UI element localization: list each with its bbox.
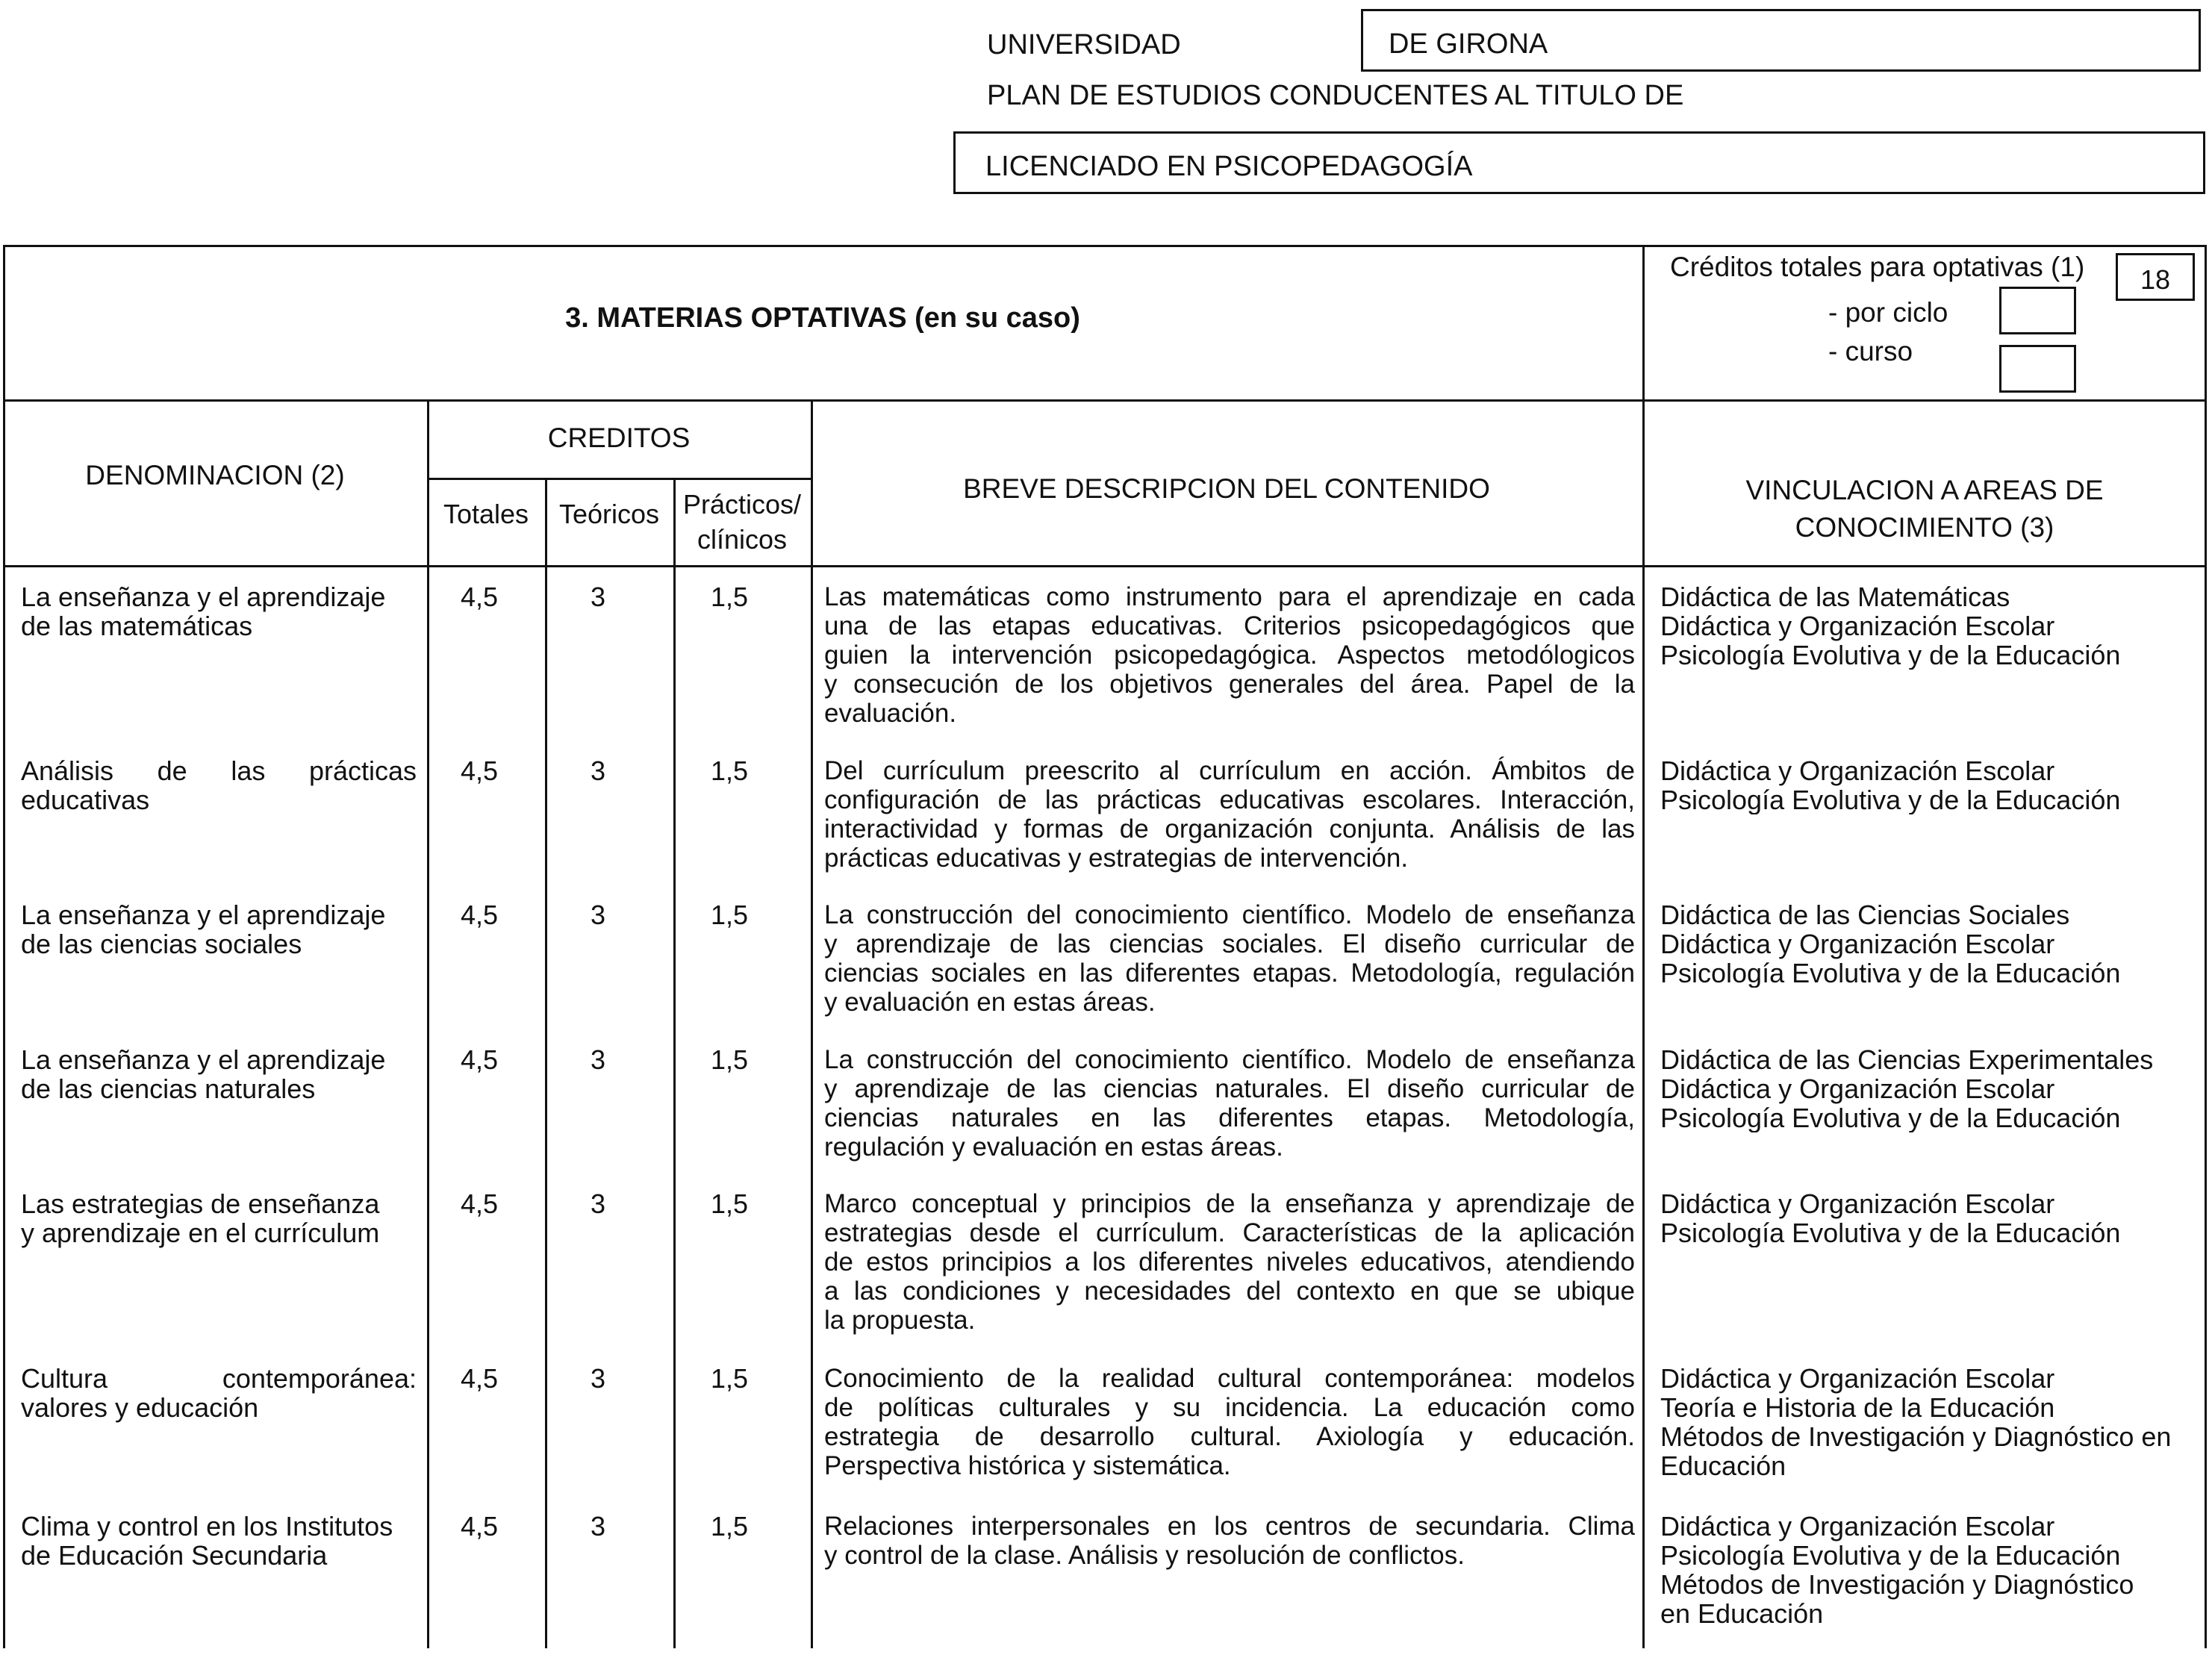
row-areas [1660, 582, 2205, 670]
col-header-creditos: CREDITOS [547, 423, 691, 453]
row-description-line: La construcción del conocimiento científico. Modelo de enseñanza [824, 900, 1635, 929]
row-area-line: Didáctica de las Ciencias Sociales [1660, 900, 2070, 930]
row-description-line: Del currículum preescrito al currículum en acción. Ámbitos de [824, 756, 1635, 785]
row-areas [1660, 900, 2205, 988]
university-field [1361, 9, 2201, 72]
row-area-line: Didáctica y Organización Escolar [1660, 756, 2055, 786]
row-teoricos: 3 [590, 1511, 606, 1542]
credits-total-box [2116, 253, 2195, 301]
row-area-line: Didáctica y Organización Escolar [1660, 929, 2055, 959]
row-practicos: 1,5 [710, 1044, 749, 1075]
row-description-line: configuración de las prácticas educativas escolares. Interacción, [824, 785, 1635, 814]
row-description [824, 1045, 1635, 1162]
row-description [824, 756, 1635, 873]
row-areas [1660, 1512, 2205, 1628]
row-practicos: 1,5 [710, 1188, 749, 1219]
row-description-line: y aprendizaje de las ciencias naturales. El diseño curricular de [824, 1074, 1635, 1103]
row-area-line: Didáctica y Organización Escolar [1660, 1512, 2055, 1542]
row-description [824, 1364, 1635, 1480]
row-description-line: Marco conceptual y principios de la enseñanza y aprendizaje de [824, 1189, 1635, 1218]
row-area-line: Didáctica y Organización Escolar [1660, 1189, 2055, 1219]
curso-box [1999, 345, 2076, 393]
row-name [21, 582, 417, 641]
row-practicos: 1,5 [710, 900, 749, 930]
row-description-line: ciencias naturales en las diferentes etapas. Metodología, [824, 1103, 1635, 1132]
row-name-line: y aprendizaje en el currículum [21, 1218, 380, 1248]
row-areas [1660, 756, 2205, 814]
col-header-denominacion: DENOMINACION (2) [85, 460, 345, 490]
row-teoricos: 3 [590, 1363, 606, 1394]
row-totales: 4,5 [460, 582, 499, 612]
row-name [21, 1189, 417, 1247]
row-name-line: de Educación Secundaria [21, 1540, 328, 1571]
row-teoricos: 3 [590, 582, 606, 612]
row-description-line: y aprendizaje de las ciencias sociales. El diseño curricular de [824, 929, 1635, 959]
curso-label: - curso [1828, 336, 1913, 367]
row-area-line: Psicología Evolutiva y de la Educación [1660, 640, 2121, 670]
row-area-line: Didáctica de las Ciencias Experimentales [1660, 1045, 2154, 1075]
row-area-line: Psicología Evolutiva y de la Educación [1660, 1540, 2121, 1571]
row-area-line: Teoría e Historia de la Educación [1660, 1392, 2055, 1423]
row-practicos: 1,5 [710, 1511, 749, 1542]
row-description [824, 1189, 1635, 1335]
row-totales: 4,5 [460, 900, 499, 930]
row-name-line: Las estrategias de enseñanza [21, 1188, 380, 1219]
col-divider-areas [1642, 245, 1645, 1648]
header-divider [3, 565, 2207, 567]
creditos-divider [427, 478, 811, 480]
row-name-line: Análisis de las prácticas [21, 755, 417, 786]
col-header-vinculacion-line1: VINCULACION A AREAS DE [1745, 475, 2104, 505]
row-description-line: Relaciones interpersonales en los centros de secundaria. Clima [824, 1512, 1635, 1541]
col-header-practicos-line1: Prácticos/ [682, 489, 802, 520]
col-header-practicos [673, 487, 811, 557]
por-ciclo-box [1999, 287, 2076, 334]
row-totales: 4,5 [460, 1363, 499, 1394]
row-totales: 4,5 [460, 1511, 499, 1542]
row-area-line: Psicología Evolutiva y de la Educación [1660, 785, 2121, 814]
col-header-vinculacion [1642, 472, 2207, 546]
credits-total-value: 18 [2140, 264, 2171, 295]
university-label: UNIVERSIDAD [987, 29, 1181, 60]
row-name-line: Cultura contemporánea: [21, 1363, 417, 1394]
row-name-line: La enseñanza y el aprendizaje [21, 900, 386, 930]
row-name-line: de las matemáticas [21, 611, 253, 641]
row-description-line: guien la intervención psicopedagógica. Aspectos metodólogicos [824, 641, 1635, 670]
row-area-line: Métodos de Investigación y Diagnóstico [1660, 1569, 2134, 1600]
col-header-descripcion: BREVE DESCRIPCION DEL CONTENIDO [963, 473, 1490, 504]
credits-total-label: Créditos totales para optativas (1) [1670, 252, 2085, 282]
col-header-teoricos: Teóricos [558, 499, 660, 529]
col-header-practicos-line2: clínicos [697, 524, 788, 555]
row-areas [1660, 1189, 2205, 1247]
row-area-line: en Educación [1660, 1598, 1824, 1628]
row-area-line: Psicología Evolutiva y de la Educación [1660, 1218, 2121, 1247]
row-totales: 4,5 [460, 1188, 499, 1219]
row-name-line: educativas [21, 785, 150, 815]
row-teoricos: 3 [590, 900, 606, 930]
row-description-line: La construcción del conocimiento científico. Modelo de enseñanza [824, 1045, 1635, 1074]
university-value: DE GIRONA [1389, 28, 1548, 60]
row-totales: 4,5 [460, 1044, 499, 1075]
row-description-line: regulación y evaluación en estas áreas. [824, 1132, 1283, 1162]
row-description-line: y evaluación en estas áreas. [824, 988, 1156, 1017]
row-teoricos: 3 [590, 1188, 606, 1219]
row-name-line: La enseñanza y el aprendizaje [21, 1044, 386, 1075]
por-ciclo-label: - por ciclo [1828, 297, 1948, 328]
row-description-line: de estos principios a los diferentes niveles educativos, atendiendo [824, 1247, 1635, 1277]
row-area-line: Didáctica de las Matemáticas [1660, 582, 2010, 612]
row-description-line: Perspectiva histórica y sistemática. [824, 1451, 1231, 1480]
title-divider [3, 399, 2207, 402]
row-description-line: Conocimiento de la realidad cultural contemporánea: modelos [824, 1364, 1635, 1393]
row-description-line: estrategia de desarrollo cultural. Axiología y educación. [824, 1422, 1635, 1451]
row-description-line: la propuesta. [824, 1306, 976, 1335]
row-areas [1660, 1045, 2205, 1132]
row-description-line: ciencias sociales en las diferentes etapas. Metodología, regulación [824, 959, 1635, 988]
degree-value: LICENCIADO EN PSICOPEDAGOGÍA [985, 151, 1473, 182]
row-description-line: evaluación. [824, 699, 957, 728]
row-area-line: Psicología Evolutiva y de la Educación [1660, 958, 2121, 988]
row-name-line: de las ciencias sociales [21, 929, 302, 959]
plan-label: PLAN DE ESTUDIOS CONDUCENTES AL TITULO DE [987, 80, 1684, 111]
row-area-line: Didáctica y Organización Escolar [1660, 1364, 2055, 1394]
row-name-line: valores y educación [21, 1392, 259, 1423]
row-practicos: 1,5 [710, 582, 749, 612]
row-area-line: Educación [1660, 1450, 1786, 1480]
row-description-line: Las matemáticas como instrumento para el aprendizaje en cada [824, 582, 1635, 611]
row-name [21, 1364, 417, 1422]
row-area-line: Psicología Evolutiva y de la Educación [1660, 1103, 2121, 1132]
col-header-totales: Totales [443, 499, 529, 529]
row-name-line: de las ciencias naturales [21, 1073, 316, 1104]
row-description-line: y control de la clase. Análisis y resolución de conflictos. [824, 1541, 1465, 1570]
col-header-vinculacion-line2: CONOCIMIENTO (3) [1795, 512, 2054, 543]
row-name [21, 900, 417, 959]
row-description-line: interactividad y formas de organización conjunta. Análisis de las [824, 814, 1635, 844]
row-practicos: 1,5 [710, 755, 749, 786]
row-name [21, 756, 417, 814]
degree-field [953, 131, 2205, 194]
row-area-line: Métodos de Investigación y Diagnóstico en [1660, 1421, 2172, 1452]
row-description-line: prácticas educativas y estrategias de intervención. [824, 844, 1409, 873]
row-name-line: La enseñanza y el aprendizaje [21, 582, 386, 612]
row-teoricos: 3 [590, 1044, 606, 1075]
row-description [824, 1512, 1635, 1570]
row-areas [1660, 1364, 2205, 1480]
row-description [824, 900, 1635, 1017]
row-description-line: una de las etapas educativas. Criterios psicopedagógicos que [824, 611, 1635, 641]
row-name [21, 1512, 417, 1570]
row-area-line: Didáctica y Organización Escolar [1660, 611, 2055, 641]
row-teoricos: 3 [590, 755, 606, 786]
row-name [21, 1045, 417, 1103]
row-name-line: Clima y control en los Institutos [21, 1511, 393, 1542]
section-title: 3. MATERIAS OPTATIVAS (en su caso) [565, 302, 1080, 334]
col-divider-descripcion [811, 399, 813, 1648]
row-description [824, 582, 1635, 728]
row-practicos: 1,5 [710, 1363, 749, 1394]
row-description-line: de políticas culturales y su incidencia. La educación como [824, 1393, 1635, 1422]
row-description-line: estrategias desde el currículum. Características de la aplicación [824, 1218, 1635, 1247]
row-totales: 4,5 [460, 755, 499, 786]
row-area-line: Didáctica y Organización Escolar [1660, 1073, 2055, 1104]
row-description-line: a las condiciones y necesidades del contexto en que se ubique [824, 1277, 1635, 1306]
row-description-line: y consecución de los objetivos generales del área. Papel de la [824, 670, 1635, 699]
